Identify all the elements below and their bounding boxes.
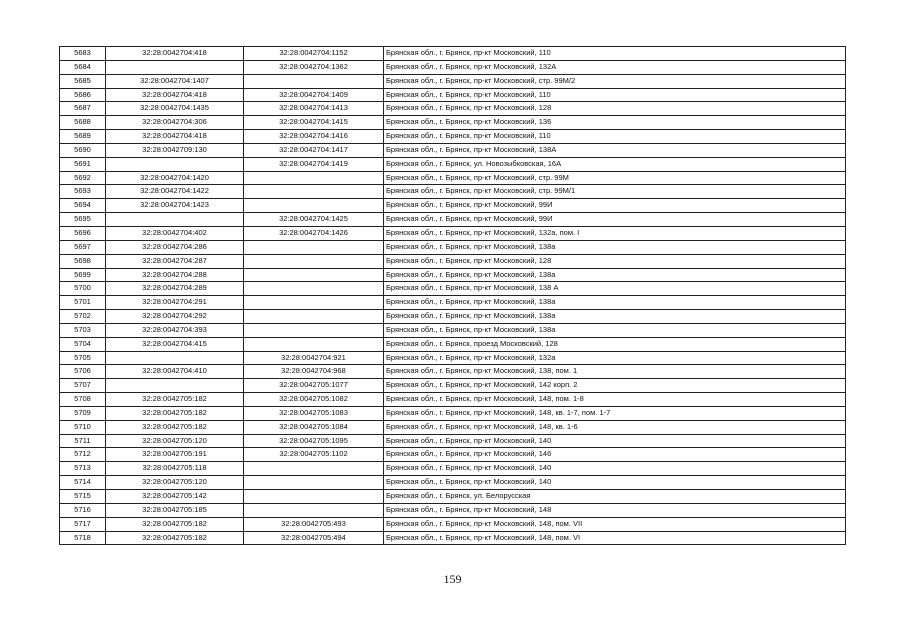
- cadastral-number-cell: 32:28:0042704:393: [106, 323, 244, 337]
- row-number-cell: 5700: [60, 282, 106, 296]
- row-number-cell: 5697: [60, 240, 106, 254]
- cadastral-number-cell: 32:28:0042705:182: [106, 517, 244, 531]
- table-row: [60, 47, 846, 61]
- table-row: [60, 268, 846, 282]
- cadastral-number-cell: 32:28:0042704:291: [106, 296, 244, 310]
- row-number-cell: 5692: [60, 171, 106, 185]
- address-cell: Брянская обл., г. Брянск, пр-кт Московский, 148, пом. VI: [384, 531, 846, 545]
- address-cell: Брянская обл., г. Брянск, пр-кт Московский, 138а: [384, 310, 846, 324]
- address-cell: Брянская обл., г. Брянск, пр-кт Московский, 132а: [384, 351, 846, 365]
- object-cadastral-number-cell: [244, 254, 384, 268]
- address-cell: Брянская обл., г. Брянск, пр-кт Московский, 132А: [384, 60, 846, 74]
- cadastral-number-cell: [106, 213, 244, 227]
- table-row: [60, 365, 846, 379]
- table-row: [60, 102, 846, 116]
- address-cell: Брянская обл., г. Брянск, пр-кт Московский, 140: [384, 476, 846, 490]
- address-cell: Брянская обл., г. Брянск, пр-кт Московский, 110: [384, 47, 846, 61]
- object-cadastral-number-cell: [244, 268, 384, 282]
- cadastral-number-cell: 32:28:0042704:418: [106, 47, 244, 61]
- address-cell: Брянская обл., г. Брянск, пр-кт Московский, 99И: [384, 213, 846, 227]
- row-number-cell: 5718: [60, 531, 106, 545]
- object-cadastral-number-cell: [244, 310, 384, 324]
- address-cell: Брянская обл., г. Брянск, пр-кт Московский, 140: [384, 434, 846, 448]
- row-number-cell: 5708: [60, 393, 106, 407]
- object-cadastral-number-cell: 32:28:0042704:1415: [244, 116, 384, 130]
- cadastral-number-cell: 32:28:0042705:182: [106, 393, 244, 407]
- table-row: [60, 185, 846, 199]
- row-number-cell: 5716: [60, 503, 106, 517]
- address-cell: Брянская обл., г. Брянск, пр-кт Московский, 132а, пом. I: [384, 226, 846, 240]
- object-cadastral-number-cell: [244, 503, 384, 517]
- cadastral-number-cell: 32:28:0042705:118: [106, 462, 244, 476]
- object-cadastral-number-cell: 32:28:0042705:1084: [244, 420, 384, 434]
- address-cell: Брянская обл., г. Брянск, пр-кт Московский, 148, пом. 1-8: [384, 393, 846, 407]
- object-cadastral-number-cell: [244, 323, 384, 337]
- address-cell: Брянская обл., г. Брянск, пр-кт Московский, 140: [384, 462, 846, 476]
- row-number-cell: 5702: [60, 310, 106, 324]
- cadastral-number-cell: 32:28:0042704:289: [106, 282, 244, 296]
- address-cell: Брянская обл., г. Брянск, пр-кт Московский, 136: [384, 116, 846, 130]
- address-cell: Брянская обл., г. Брянск, пр-кт Московский, 128: [384, 102, 846, 116]
- table-row: [60, 531, 846, 545]
- row-number-cell: 5694: [60, 199, 106, 213]
- row-number-cell: 5699: [60, 268, 106, 282]
- row-number-cell: 5698: [60, 254, 106, 268]
- table-row: [60, 74, 846, 88]
- row-number-cell: 5715: [60, 490, 106, 504]
- table-row: [60, 130, 846, 144]
- object-cadastral-number-cell: 32:28:0042704:1413: [244, 102, 384, 116]
- row-number-cell: 5683: [60, 47, 106, 61]
- object-cadastral-number-cell: 32:28:0042705:494: [244, 531, 384, 545]
- cadastral-number-cell: 32:28:0042704:288: [106, 268, 244, 282]
- cadastral-number-cell: 32:28:0042704:306: [106, 116, 244, 130]
- object-cadastral-number-cell: [244, 337, 384, 351]
- row-number-cell: 5709: [60, 406, 106, 420]
- address-cell: Брянская обл., г. Брянск, пр-кт Московский, стр. 99М: [384, 171, 846, 185]
- cadastral-number-cell: 32:28:0042705:120: [106, 476, 244, 490]
- address-cell: Брянская обл., г. Брянск, пр-кт Московский, 99И: [384, 199, 846, 213]
- row-number-cell: 5703: [60, 323, 106, 337]
- address-cell: Брянская обл., г. Брянск, пр-кт Московский, 138А: [384, 143, 846, 157]
- row-number-cell: 5695: [60, 213, 106, 227]
- row-number-cell: 5713: [60, 462, 106, 476]
- table-row: [60, 157, 846, 171]
- table-row: [60, 240, 846, 254]
- table-row: [60, 310, 846, 324]
- address-cell: Брянская обл., г. Брянск, пр-кт Московский, 138а: [384, 296, 846, 310]
- cadastral-number-cell: [106, 157, 244, 171]
- object-cadastral-number-cell: 32:28:0042705:1077: [244, 379, 384, 393]
- address-cell: Брянская обл., г. Брянск, пр-кт Московский, 148: [384, 503, 846, 517]
- object-cadastral-number-cell: 32:28:0042704:1152: [244, 47, 384, 61]
- address-cell: Брянская обл., г. Брянск, пр-кт Московский, 148, кв. 1-6: [384, 420, 846, 434]
- table-row: [60, 490, 846, 504]
- object-cadastral-number-cell: 32:28:0042704:1425: [244, 213, 384, 227]
- cadastral-number-cell: 32:28:0042704:410: [106, 365, 244, 379]
- object-cadastral-number-cell: 32:28:0042705:1082: [244, 393, 384, 407]
- address-cell: Брянская обл., г. Брянск, пр-кт Московский, 148, пом. VII: [384, 517, 846, 531]
- table-row: [60, 503, 846, 517]
- row-number-cell: 5710: [60, 420, 106, 434]
- table-row: [60, 143, 846, 157]
- table-row: [60, 448, 846, 462]
- address-cell: Брянская обл., г. Брянск, пр-кт Московский, 138а: [384, 268, 846, 282]
- table-row: [60, 393, 846, 407]
- object-cadastral-number-cell: 32:28:0042704:921: [244, 351, 384, 365]
- object-cadastral-number-cell: [244, 199, 384, 213]
- object-cadastral-number-cell: 32:28:0042704:1419: [244, 157, 384, 171]
- row-number-cell: 5707: [60, 379, 106, 393]
- object-cadastral-number-cell: 32:28:0042704:1426: [244, 226, 384, 240]
- table-row: [60, 254, 846, 268]
- row-number-cell: 5717: [60, 517, 106, 531]
- row-number-cell: 5693: [60, 185, 106, 199]
- cadastral-number-cell: 32:28:0042705:191: [106, 448, 244, 462]
- cadastral-number-cell: 32:28:0042704:1423: [106, 199, 244, 213]
- table-row: [60, 213, 846, 227]
- object-cadastral-number-cell: [244, 296, 384, 310]
- row-number-cell: 5711: [60, 434, 106, 448]
- row-number-cell: 5696: [60, 226, 106, 240]
- table-row: [60, 420, 846, 434]
- row-number-cell: 5687: [60, 102, 106, 116]
- cadastral-number-cell: 32:28:0042705:182: [106, 531, 244, 545]
- table-row: [60, 88, 846, 102]
- address-cell: Брянская обл., г. Брянск, пр-кт Московский, 146: [384, 448, 846, 462]
- object-cadastral-number-cell: 32:28:0042704:1416: [244, 130, 384, 144]
- row-number-cell: 5705: [60, 351, 106, 365]
- object-cadastral-number-cell: [244, 185, 384, 199]
- object-cadastral-number-cell: 32:28:0042705:1102: [244, 448, 384, 462]
- cadastral-number-cell: 32:28:0042704:1407: [106, 74, 244, 88]
- cadastral-number-cell: 32:28:0042705:182: [106, 420, 244, 434]
- cadastral-number-cell: 32:28:0042704:418: [106, 88, 244, 102]
- object-cadastral-number-cell: 32:28:0042704:1409: [244, 88, 384, 102]
- row-number-cell: 5685: [60, 74, 106, 88]
- object-cadastral-number-cell: 32:28:0042704:968: [244, 365, 384, 379]
- table-row: [60, 171, 846, 185]
- address-cell: Брянская обл., г. Брянск, проезд Московский, 128: [384, 337, 846, 351]
- address-cell: Брянская обл., г. Брянск, пр-кт Московский, стр. 99М/2: [384, 74, 846, 88]
- address-cell: Брянская обл., г. Брянск, пр-кт Московский, 142 корп. 2: [384, 379, 846, 393]
- address-cell: Брянская обл., г. Брянск, пр-кт Московский, 110: [384, 88, 846, 102]
- table-row: [60, 406, 846, 420]
- cadastral-number-cell: 32:28:0042705:185: [106, 503, 244, 517]
- cadastral-number-cell: 32:28:0042704:415: [106, 337, 244, 351]
- table-row: [60, 351, 846, 365]
- row-number-cell: 5689: [60, 130, 106, 144]
- object-cadastral-number-cell: [244, 282, 384, 296]
- object-cadastral-number-cell: 32:28:0042705:493: [244, 517, 384, 531]
- row-number-cell: 5706: [60, 365, 106, 379]
- table-row: [60, 337, 846, 351]
- table-row: [60, 60, 846, 74]
- object-cadastral-number-cell: 32:28:0042704:1362: [244, 60, 384, 74]
- register-table-body: [60, 47, 846, 545]
- cadastral-number-cell: 32:28:0042704:1420: [106, 171, 244, 185]
- object-cadastral-number-cell: 32:28:0042704:1417: [244, 143, 384, 157]
- object-cadastral-number-cell: 32:28:0042705:1095: [244, 434, 384, 448]
- page-number: 159: [443, 572, 462, 586]
- table-row: [60, 462, 846, 476]
- row-number-cell: 5688: [60, 116, 106, 130]
- row-number-cell: 5690: [60, 143, 106, 157]
- row-number-cell: 5714: [60, 476, 106, 490]
- table-row: [60, 296, 846, 310]
- table-row: [60, 282, 846, 296]
- table-row: [60, 517, 846, 531]
- row-number-cell: 5684: [60, 60, 106, 74]
- row-number-cell: 5701: [60, 296, 106, 310]
- cadastral-number-cell: 32:28:0042705:142: [106, 490, 244, 504]
- table-row: [60, 226, 846, 240]
- address-cell: Брянская обл., г. Брянск, пр-кт Московский, 148, кв. 1-7, пом. 1-7: [384, 406, 846, 420]
- address-cell: Брянская обл., г. Брянск, пр-кт Московский, 138 А: [384, 282, 846, 296]
- cadastral-number-cell: [106, 60, 244, 74]
- address-cell: Брянская обл., г. Брянск, пр-кт Московский, 138, пом. 1: [384, 365, 846, 379]
- table-row: [60, 434, 846, 448]
- cadastral-number-cell: 32:28:0042704:292: [106, 310, 244, 324]
- table-row: [60, 116, 846, 130]
- row-number-cell: 5712: [60, 448, 106, 462]
- cadastral-number-cell: 32:28:0042704:1422: [106, 185, 244, 199]
- row-number-cell: 5686: [60, 88, 106, 102]
- table-row: [60, 199, 846, 213]
- object-cadastral-number-cell: [244, 476, 384, 490]
- object-cadastral-number-cell: [244, 74, 384, 88]
- cadastral-number-cell: 32:28:0042704:402: [106, 226, 244, 240]
- table-row: [60, 379, 846, 393]
- cadastral-number-cell: 32:28:0042704:286: [106, 240, 244, 254]
- address-cell: Брянская обл., г. Брянск, пр-кт Московский, 138а: [384, 323, 846, 337]
- address-cell: Брянская обл., г. Брянск, ул. Новозыбковская, 16А: [384, 157, 846, 171]
- table-row: [60, 323, 846, 337]
- address-cell: Брянская обл., г. Брянск, ул. Белорусская: [384, 490, 846, 504]
- cadastral-number-cell: 32:28:0042705:182: [106, 406, 244, 420]
- register-table: [59, 46, 846, 545]
- address-cell: Брянская обл., г. Брянск, пр-кт Московский, 138а: [384, 240, 846, 254]
- cadastral-number-cell: 32:28:0042704:287: [106, 254, 244, 268]
- cadastral-number-cell: 32:28:0042704:1435: [106, 102, 244, 116]
- cadastral-number-cell: [106, 351, 244, 365]
- address-cell: Брянская обл., г. Брянск, пр-кт Московский, 128: [384, 254, 846, 268]
- row-number-cell: 5691: [60, 157, 106, 171]
- object-cadastral-number-cell: [244, 171, 384, 185]
- address-cell: Брянская обл., г. Брянск, пр-кт Московский, 110: [384, 130, 846, 144]
- object-cadastral-number-cell: [244, 240, 384, 254]
- object-cadastral-number-cell: [244, 462, 384, 476]
- object-cadastral-number-cell: [244, 490, 384, 504]
- cadastral-number-cell: [106, 379, 244, 393]
- row-number-cell: 5704: [60, 337, 106, 351]
- object-cadastral-number-cell: 32:28:0042705:1083: [244, 406, 384, 420]
- address-cell: Брянская обл., г. Брянск, пр-кт Московский, стр. 99М/1: [384, 185, 846, 199]
- cadastral-number-cell: 32:28:0042704:418: [106, 130, 244, 144]
- table-row: [60, 476, 846, 490]
- cadastral-number-cell: 32:28:0042705:120: [106, 434, 244, 448]
- cadastral-number-cell: 32:28:0042709:130: [106, 143, 244, 157]
